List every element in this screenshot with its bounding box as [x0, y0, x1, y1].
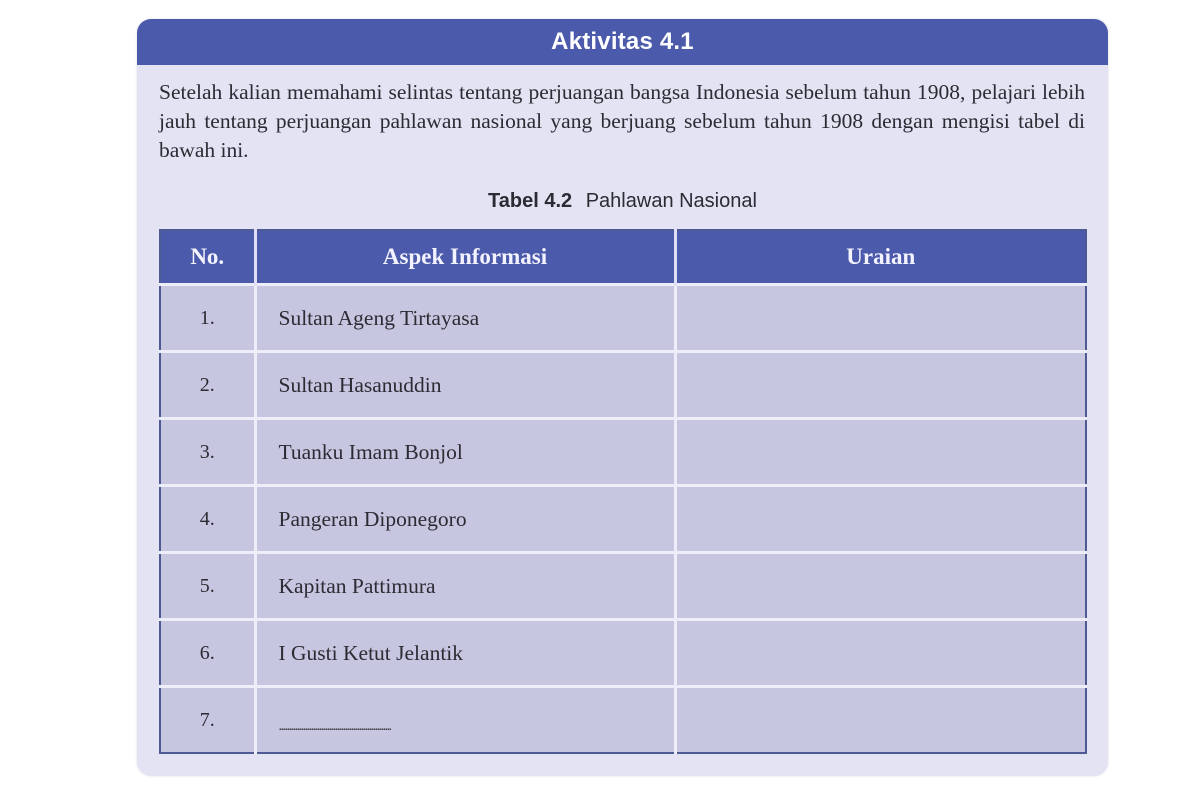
activity-card: [137, 19, 1108, 776]
row-number: 5.: [160, 553, 255, 620]
row-uraian-cell[interactable]: [675, 352, 1086, 419]
column-header-no: No.: [160, 230, 255, 285]
table-row: [160, 687, 1086, 754]
row-aspek: I Gusti Ketut Jelantik: [255, 620, 675, 687]
row-aspek: Kapitan Pattimura: [255, 553, 675, 620]
row-number: 2.: [160, 352, 255, 419]
activity-title: Aktivitas 4.1: [137, 19, 1108, 65]
fill-in-dotted-line: ........................................................: [278, 718, 391, 734]
table-row: [160, 352, 1086, 419]
instruction-paragraph: Setelah kalian memahami selintas tentang perjuangan bangsa Indonesia sebelum tahun 1908, pelajari lebih jauh tentang perjuangan pahlawan nasional yang berjuang sebelum tahun 1908 dengan mengisi tabel di bawah ini.: [159, 80, 1085, 162]
row-aspek-blank[interactable]: [255, 687, 675, 754]
row-number: 7.: [160, 687, 255, 754]
row-uraian-cell[interactable]: [675, 285, 1086, 352]
table-row: [160, 419, 1086, 486]
row-number: 6.: [160, 620, 255, 687]
column-header-aspek-informasi: Aspek Informasi: [255, 230, 675, 285]
row-number: 4.: [160, 486, 255, 553]
table-caption-number: Tabel 4.2: [488, 190, 573, 212]
table-header-row: [160, 230, 1086, 285]
column-header-uraian: Uraian: [675, 230, 1086, 285]
table-row: [160, 486, 1086, 553]
table-row: [160, 285, 1086, 352]
row-uraian-cell[interactable]: [675, 687, 1086, 754]
table-row: [160, 553, 1086, 620]
row-uraian-cell[interactable]: [675, 486, 1086, 553]
table-caption: [137, 190, 1108, 213]
row-aspek: Tuanku Imam Bonjol: [255, 419, 675, 486]
heroes-table: [159, 229, 1087, 754]
row-uraian-cell[interactable]: [675, 419, 1086, 486]
row-aspek: Sultan Hasanuddin: [255, 352, 675, 419]
row-aspek: Pangeran Diponegoro: [255, 486, 675, 553]
table-row: [160, 620, 1086, 687]
row-aspek: Sultan Ageng Tirtayasa: [255, 285, 675, 352]
table-caption-title: Pahlawan Nasional: [585, 190, 757, 212]
row-uraian-cell[interactable]: [675, 553, 1086, 620]
row-number: 1.: [160, 285, 255, 352]
row-uraian-cell[interactable]: [675, 620, 1086, 687]
row-number: 3.: [160, 419, 255, 486]
